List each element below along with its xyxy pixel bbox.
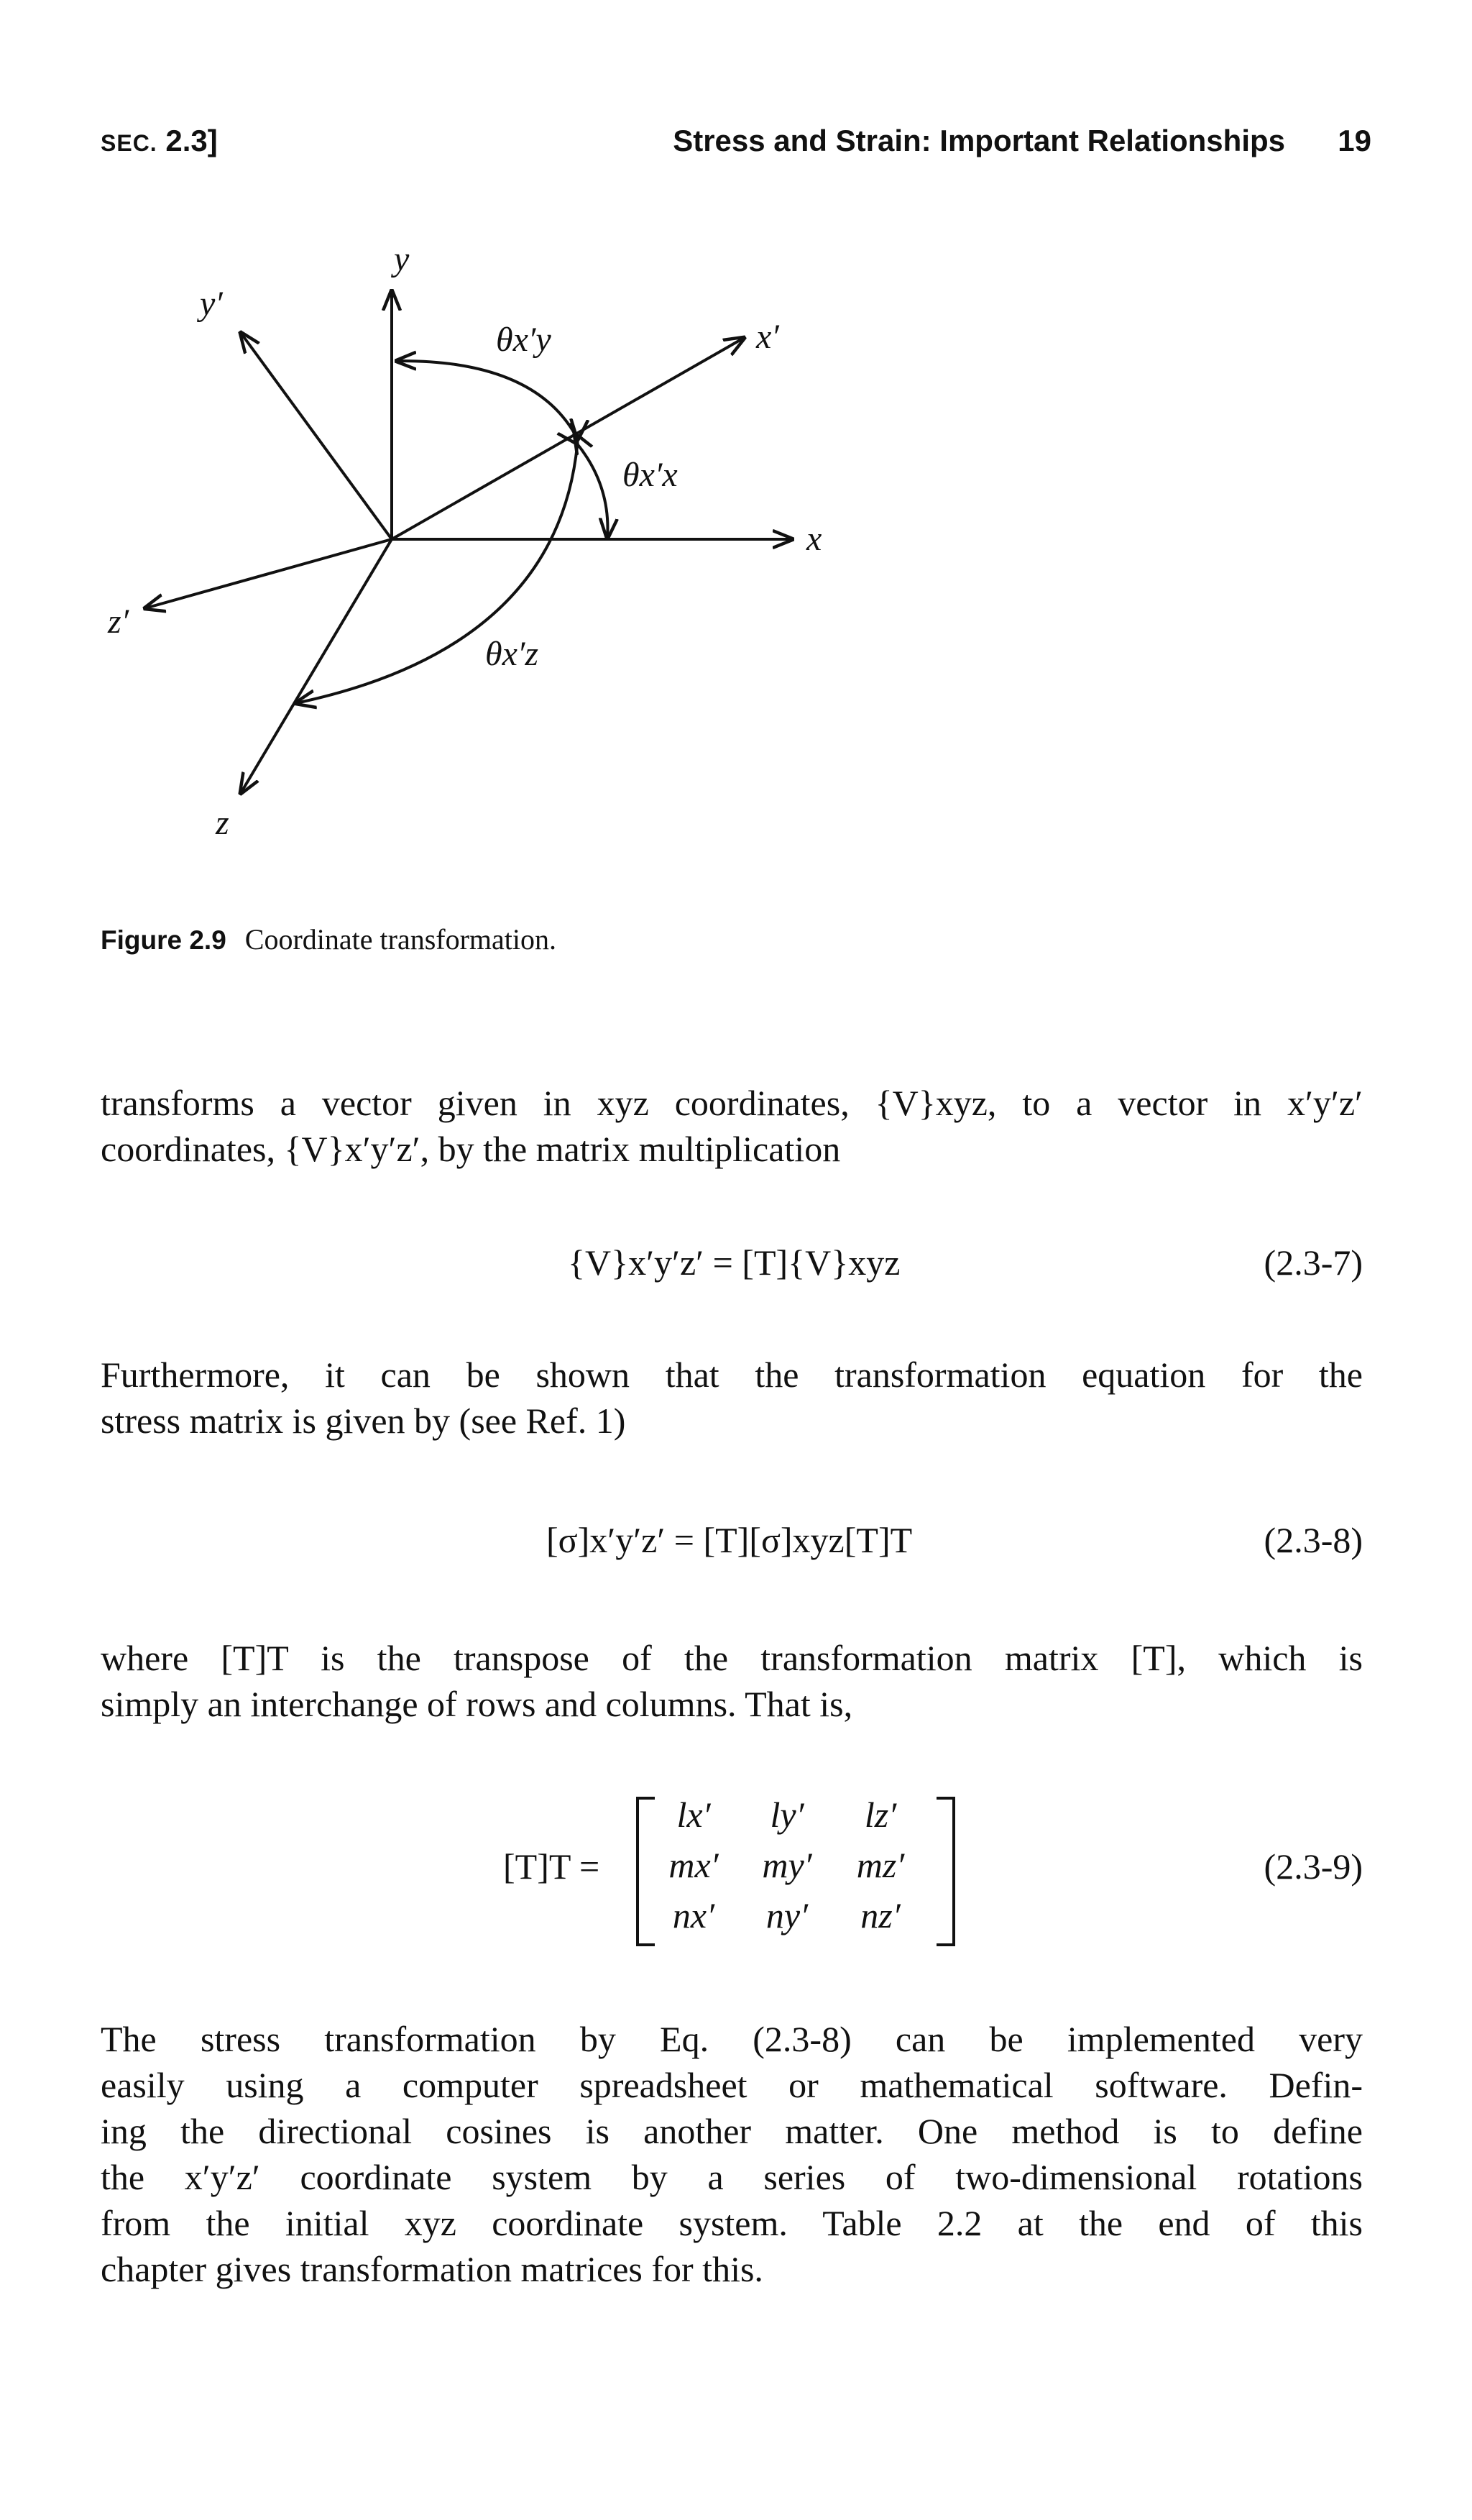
paragraph-4-line: easily using a computer spreadsheet or mathematical software. Defin- bbox=[101, 2065, 1363, 2105]
paragraph-1-line-2: coordinates, {V}x′y′z′, by the matrix multiplication bbox=[101, 1129, 841, 1169]
equation-2-3-9-number: (2.3-9) bbox=[1264, 1846, 1363, 1887]
paragraph-3-line-1: where [T]T is the transpose of the transformation matrix [T], which is bbox=[101, 1638, 1363, 1678]
z-axis bbox=[241, 539, 392, 793]
figure-label: Figure 2.9 bbox=[101, 925, 226, 955]
matrix-right-bracket bbox=[937, 1797, 955, 1946]
paragraph-1-line-1: transforms a vector given in xyz coordinates, {V}xyz, to a vector in x′y′z′ bbox=[101, 1083, 1363, 1123]
figure-caption-text: Coordinate transformation. bbox=[244, 923, 557, 956]
paragraph-3-line-2: simply an interchange of rows and columns. That is, bbox=[101, 1684, 853, 1724]
paragraph-4-line: chapter gives transformation matrices for this. bbox=[101, 2249, 763, 2289]
equation-2-3-9 bbox=[101, 1794, 1363, 1952]
matrix-cell: ly′ bbox=[770, 1795, 804, 1835]
coordinate-transformation-figure bbox=[101, 230, 891, 848]
section-number-value: 2.3] bbox=[165, 124, 218, 157]
paragraph-4-line: from the initial xyz coordinate system. Table 2.2 at the end of this bbox=[101, 2203, 1363, 2243]
paragraph-2-line-2: stress matrix is given by (see Ref. 1) bbox=[101, 1401, 626, 1441]
label-z-prime: z′ bbox=[108, 602, 129, 641]
page-number: 19 bbox=[1338, 124, 1371, 157]
equation-2-3-9-lhs: [T]T = bbox=[503, 1846, 600, 1887]
figure-diagram bbox=[101, 230, 891, 848]
figure-caption bbox=[101, 922, 556, 956]
matrix-cell: mx′ bbox=[668, 1845, 719, 1885]
label-theta-xpy: θx′y bbox=[496, 321, 551, 359]
paragraph-4 bbox=[101, 2016, 1363, 2292]
label-theta-xpz: θx′z bbox=[485, 635, 539, 673]
label-x: x bbox=[806, 520, 822, 558]
matrix-cell: my′ bbox=[762, 1845, 812, 1885]
section-prefix: SEC. bbox=[101, 130, 157, 156]
running-header bbox=[101, 124, 1371, 167]
paragraph-4-line: The stress transformation by Eq. (2.3-8) can be implemented very bbox=[101, 2019, 1363, 2059]
paragraph-4-line: ing the directional cosines is another matter. One method is to define bbox=[101, 2111, 1363, 2151]
label-theta-xpx: θx′x bbox=[622, 456, 678, 494]
matrix-cell: mz′ bbox=[856, 1845, 905, 1885]
label-y: y bbox=[394, 240, 410, 278]
equation-2-3-8-expression: [σ]x′y′z′ = [T][σ]xyz[T]T bbox=[546, 1520, 913, 1560]
matrix-cell: ny′ bbox=[765, 1895, 809, 1935]
matrix-cell: nz′ bbox=[860, 1895, 901, 1935]
z-prime-axis bbox=[145, 539, 392, 608]
paragraph-4-line: the x′y′z′ coordinate system by a series of two-dimensional rotations bbox=[101, 2157, 1363, 2197]
equation-2-3-7-number: (2.3-7) bbox=[1264, 1242, 1363, 1283]
matrix-cell: lx′ bbox=[676, 1795, 711, 1835]
paragraph-2-line-1: Furthermore, it can be shown that the transformation equation for the bbox=[101, 1355, 1363, 1395]
x-prime-axis bbox=[392, 338, 744, 539]
arc-theta-xpx bbox=[576, 443, 607, 538]
arc-theta-xpy bbox=[397, 361, 575, 434]
y-prime-axis bbox=[241, 333, 392, 539]
matrix-cell: lz′ bbox=[864, 1795, 897, 1835]
equation-2-3-8-number: (2.3-8) bbox=[1264, 1520, 1363, 1560]
paragraph-3 bbox=[101, 1635, 1363, 1727]
label-x-prime: x′ bbox=[756, 318, 779, 356]
matrix-cell: nx′ bbox=[672, 1895, 715, 1935]
label-y-prime: y′ bbox=[200, 285, 223, 323]
section-number bbox=[101, 124, 218, 158]
label-z: z bbox=[216, 804, 229, 842]
paragraph-2 bbox=[101, 1352, 1363, 1444]
paragraph-1 bbox=[101, 1080, 1363, 1172]
chapter-title: Stress and Strain: Important Relationships bbox=[673, 124, 1285, 157]
equation-2-3-7-expression: {V}x′y′z′ = [T]{V}xyz bbox=[568, 1242, 901, 1283]
